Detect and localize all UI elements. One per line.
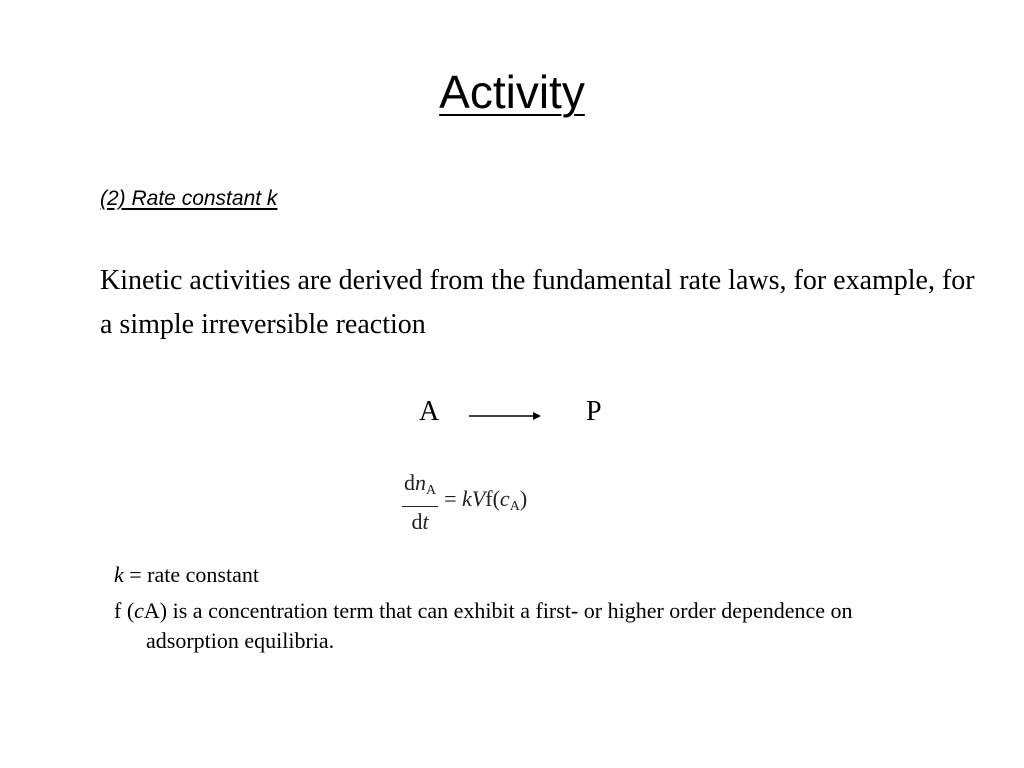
definition-k-symbol: k — [114, 562, 124, 587]
definition-f-text: A) is a concentration term that can exhibit a first- or higher order dependence on adsorption equilibria. — [143, 598, 853, 653]
numerator-var: n — [415, 470, 426, 495]
v-symbol: V — [471, 485, 486, 511]
k-symbol: k — [462, 485, 472, 511]
equals-sign: = — [444, 485, 457, 511]
definition-k-text: = rate constant — [123, 562, 259, 587]
rate-fraction — [402, 470, 438, 535]
definition-k — [114, 560, 914, 590]
denominator-d: d — [411, 509, 423, 534]
numerator-d: d — [404, 470, 415, 495]
fraction-numerator — [402, 470, 438, 507]
c-symbol: c — [499, 485, 510, 511]
denominator-var: t — [422, 509, 429, 534]
slide-title: Activity — [439, 66, 585, 118]
numerator-subscript: A — [426, 483, 437, 498]
product-label: P — [586, 396, 602, 427]
fraction-denominator — [412, 507, 429, 535]
definition-f — [114, 596, 914, 656]
f-symbol: f — [485, 485, 493, 511]
definition-f-prefix: f ( — [114, 598, 135, 623]
open-paren: ( — [492, 485, 500, 511]
definition-f-symbol: c — [134, 598, 144, 623]
rate-equation — [402, 470, 527, 535]
section-subtitle: (2) Rate constant k — [100, 187, 278, 210]
close-paren: ) — [519, 485, 528, 511]
body-paragraph: Kinetic activities are derived from the fundamental rate laws, for example, for a simple irreversible reaction — [100, 265, 975, 340]
right-arrow-icon — [469, 409, 541, 423]
definitions-list — [114, 560, 914, 662]
reactant-label: A — [419, 396, 440, 427]
c-subscript: A — [509, 498, 520, 514]
equation-right-side — [444, 484, 527, 522]
reaction-scheme — [0, 396, 1024, 436]
